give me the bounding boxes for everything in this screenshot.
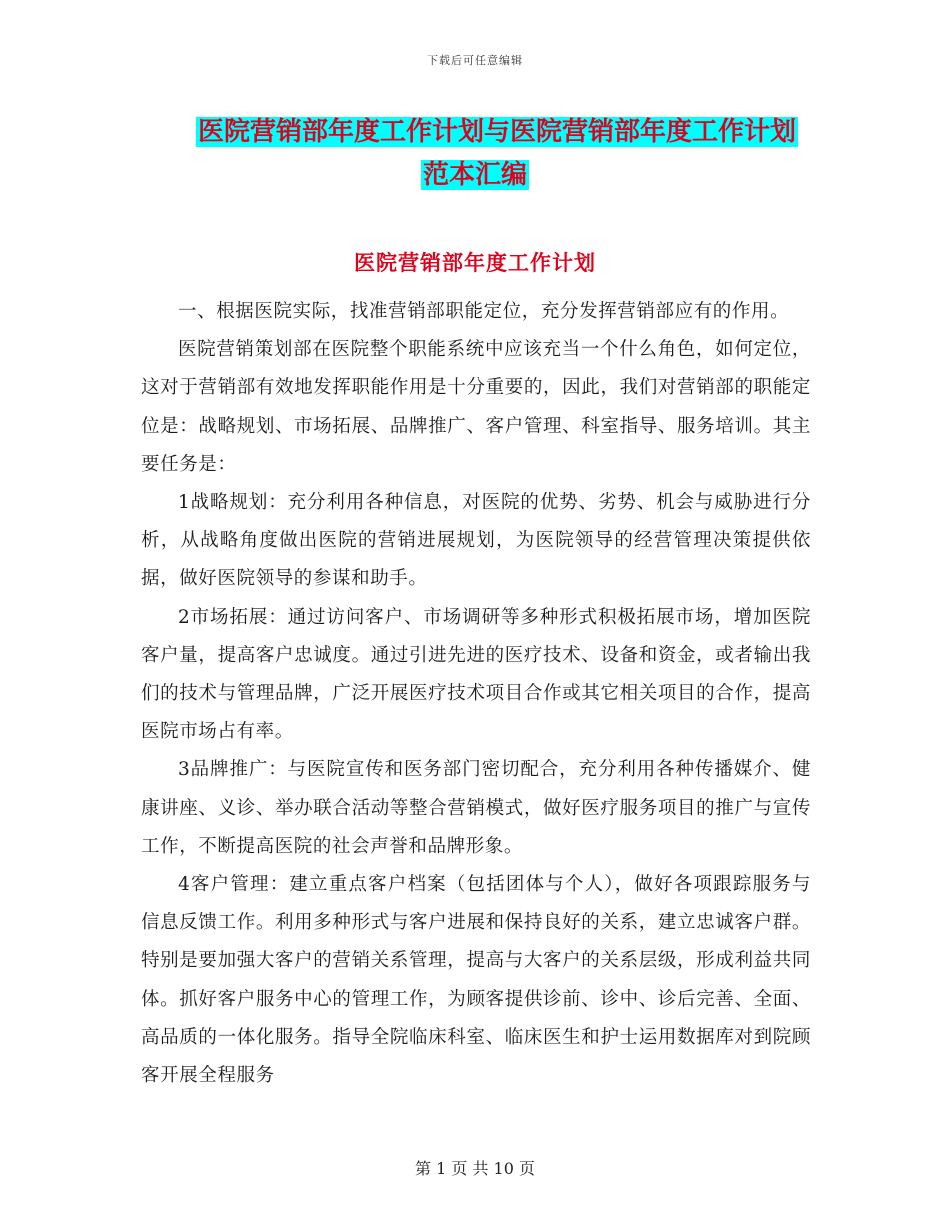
paragraph-2: 医院营销策划部在医院整个职能系统中应该充当一个什么角色，如何定位，这对于营销部有效地发挥职能作用是十分重要的，因此，我们对营销部的职能定位是：战略规划、市场拓展、品牌推广、客户管理、科室指导、服务培训。其主要任务是： bbox=[141, 339, 811, 475]
document-title-line-2 bbox=[0, 158, 950, 192]
paragraph-4: 2市场拓展：通过访问客户、市场调研等多种形式积极拓展市场，增加医院客户量，提高客户忠诚度。通过引进先进的医疗技术、设备和资金，或者输出我们的技术与管理品牌，广泛开展医疗技术项目合作或其它相关项目的合作，提高医院市场占有率。 bbox=[141, 606, 811, 743]
document-title-line-1 bbox=[0, 115, 950, 149]
paragraph-5: 3品牌推广：与医院宣传和医务部门密切配合，充分利用各种传播媒介、健康讲座、义诊、举办联合活动等整合营销模式，做好医疗服务项目的推广与宣传工作，不断提高医院的社会声誉和品牌形象。 bbox=[141, 759, 811, 857]
document-title-text-2: 范本汇编 bbox=[422, 160, 527, 190]
paragraph-3: 1战略规划：充分利用各种信息，对医院的优势、劣势、机会与威胁进行分析，从战略角度做出医院的营销进展规划，为医院领导的经营管理决策提供依据，做好医院领导的参谋和助手。 bbox=[141, 492, 811, 590]
document-title-text-1: 医院营销部年度工作计划与医院营销部年度工作计划 bbox=[197, 117, 796, 147]
paragraph-1: 一、根据医院实际，找准营销部职能定位，充分发挥营销部应有的作用。 bbox=[178, 301, 790, 322]
page-number-footer: 第 1 页 共 10 页 bbox=[415, 1159, 535, 1178]
document-body bbox=[141, 293, 811, 1095]
section-heading: 医院营销部年度工作计划 bbox=[354, 251, 596, 275]
page-header-note: 下载后可任意编辑 bbox=[427, 54, 523, 67]
paragraph-6: 4客户管理：建立重点客户档案（包括团体与个人），做好各项跟踪服务与信息反馈工作。利用多种形式与客户进展和保持良好的关系，建立忠诚客户群。特别是要加强大客户的营销关系管理，提高与大客户的关系层级，形成利益共同体。抓好客户服务中心的管理工作，为顾客提供诊前、诊中、诊后完善、全面、高品质的一体化服务。指导全院临床科室、临床医生和护士运用数据库对到院顾客开展全程服务 bbox=[141, 874, 811, 1087]
